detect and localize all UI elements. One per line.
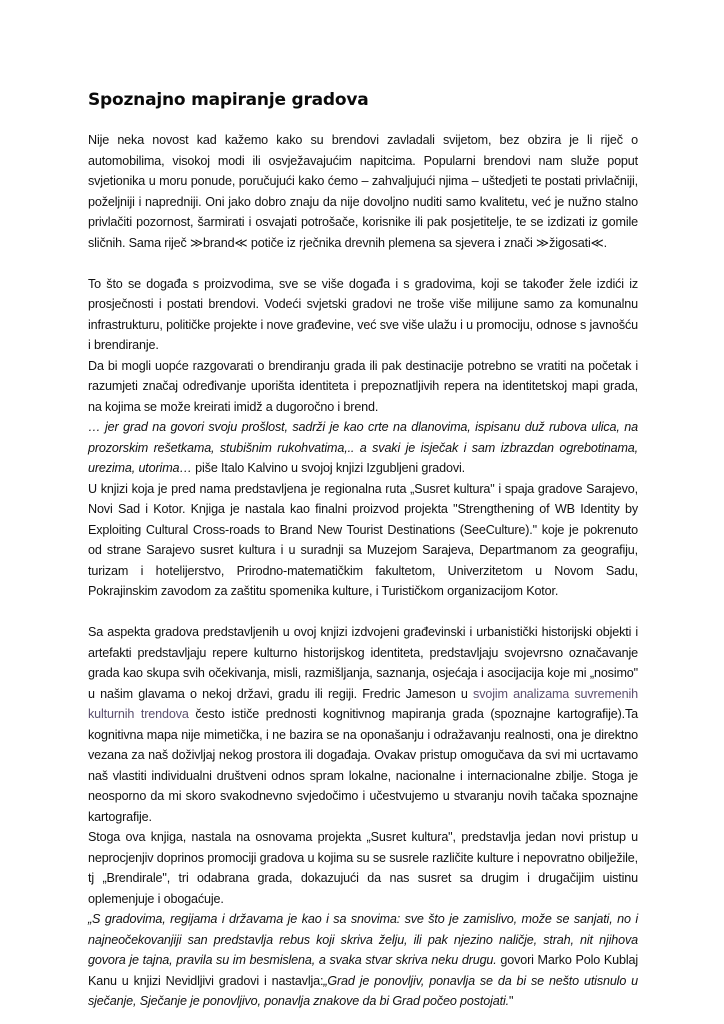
paragraph-city-branding: Da bi mogli uopće razgovarati o brendiranju grada ili pak destinacije potrebno se vratiti na početak i razumjeti značaj određivanje uporišta identiteta i prepoznatljivih repera na identitetskoj mapi grada, na kojima se može kreirati imidž a dugoročno i brend.	[88, 358, 638, 414]
jameson-highlight: svojim analizama suvremenih kulturnih trendova	[88, 686, 638, 721]
marco-polo-quote-2: „Grad je ponovljiv, ponavlja se da bi se nešto utisnulo u sječanje, Sječanje je ponovljivo, ponavlja znakove da bi Grad počeo postojati.	[88, 973, 638, 1008]
document-page	[88, 88, 638, 1012]
marco-polo-quote-1: „S gradovima, regijama i državama je kao i sa snovima: sve što je zamislivo, može se sanjati, no i najneočekovanjiji san predstavlja rebus koji skriva želju, ili pak njezino naličje, strah, nit njihova govora je tajna, pravila su im besmislena, a svaka stvar skriva neku drugu.	[88, 912, 638, 967]
paragraph-marco-polo-quote	[88, 909, 638, 1012]
paragraph-brands-intro: Nije neka novost kad kažemo kako su brendovi zavladali svijetom, bez obzira je li riječ o automobilima, visokoj modi ili osvježavajućim napitcima. Popularni brendovi nam služe poput svjetionika u moru ponude, poručujući kako ćemo – zahvaljujući njima – uštedjeti te postati privlačniji, poželjniji i napredniji. Oni jako dobro znaju da nije dovoljno nuditi samo kvalitetu, već je nužno stalno privlačiti pozornost, šarmirati i osvajati potrošače, korisnike ili pak posjetitelje, te se izdizati iz gomile sličnih. Sama riječ ≫brand≪ potiče iz rječnika drevnih plemena sa sjevera i znači ≫žigosati≪.	[88, 133, 638, 250]
paragraph-city-brands: To što se događa s proizvodima, sve se više događa i s gradovima, koji se također žele izdići iz prosječnosti i postati brendovi. Vodeći svjetski gradovi ne troše više milijune samo za komunalnu infrastrukturu, političke projekte i nove građevine, već sve više ulažu i u promociju, odnose s javnošću i brendiranje.	[88, 276, 639, 352]
paragraph-book-approach: Stoga ova knjiga, nastala na osnovama projekta „Susret kultura", predstavlja jedan novi pristup u neprocjenjiv doprinos promociji gradova u kojima su se susrele različite kulture i nepovratno obilježile, tj „Brendirale", tri odabrana grada, dokazujući da nas susret sa drugim i drugačijim uistinu oplemenjuje i obogaćuje.	[88, 830, 638, 906]
marco-polo-attribution: govori Marko Polo Kublaj Kanu u knjizi Nevidljivi gradovi i nastavlja:	[88, 953, 638, 988]
cognitive-mapping-text-a: Sa aspekta gradova predstavljenih u ovoj knjizi izdvojeni građevinski i urbanistički historijski objekti i artefakti predstavljaju repere kulturno historijskog identiteta, predstavljaju svojevrsno označavanje grada kao skupa svih očekivanja, misli, razmišljanja, saznanja, osjećaja i asocijacija koje mi „nosimo" u našim glavama o nekoj državi, gradu ili regiji. Fredric Jameson u	[88, 625, 638, 701]
paragraph-susret-kultura: U knjizi koja je pred nama predstavljena je regionalna ruta „Susret kultura" i spaja gradove Sarajevo, Novi Sad i Kotor. Knjiga je nastala kao finalni proizvod projekta "Strengthening of WB Identity by Exploiting Cultural Cross-roads to Brand New Tourist Destinations (SeeCulture)." koje je pokrenuto od strane Sarajevo susret kultura i u suradnji sa Muzejom Sarajeva, Departmanom za geografiju, turizam i hotelijerstvo, Prirodno-matematičkim fakultetom, Univerzitetom u Novom Sadu, Pokrajinskim zavodom za zaštitu spomenika kulture, i Turističkom organizacijom Kotor.	[88, 481, 638, 598]
cognitive-mapping-text-b: često ističe prednosti kognitivnog mapiranja grada (spoznajne kartografije).Ta kognitivna mapa nije mimetička, i ne bazira se na oponašanju i odražavanju realnosti, ona je direktno vezana za naš doživljaj nekog prostora ili događaja. Ovakav pristup omogučava da svi mi ucrtavamo naš vlastiti individualni društveni odnos spram lokalne, nacionalne i internacionalne zbilje. Stoga je neosporno da mi skoro svakodnevno svjedočimo i učestvujemo u stvaranju novih tačaka spoznajne kartografije.	[88, 707, 638, 824]
calvino-attribution: piše Italo Kalvino u svojoj knjizi Izgubljeni gradovi.	[191, 461, 465, 475]
paragraph-cognitive-mapping	[88, 622, 638, 827]
closing-quote-mark: "	[508, 994, 514, 1008]
calvino-quote-text: … jer grad na govori svoju prošlost, sadrži je kao crte na dlanovima, ispisanu duž rubova ulica, na prozorskim rešetkama, stubišnim rukohvatima,.. a svaki je isječak i sam izbrazdan ogrebotinama, urezima, utorima…	[88, 420, 638, 475]
document-title: Spoznajno mapiranje gradova	[88, 90, 369, 110]
paragraph-calvino-quote	[88, 417, 638, 479]
